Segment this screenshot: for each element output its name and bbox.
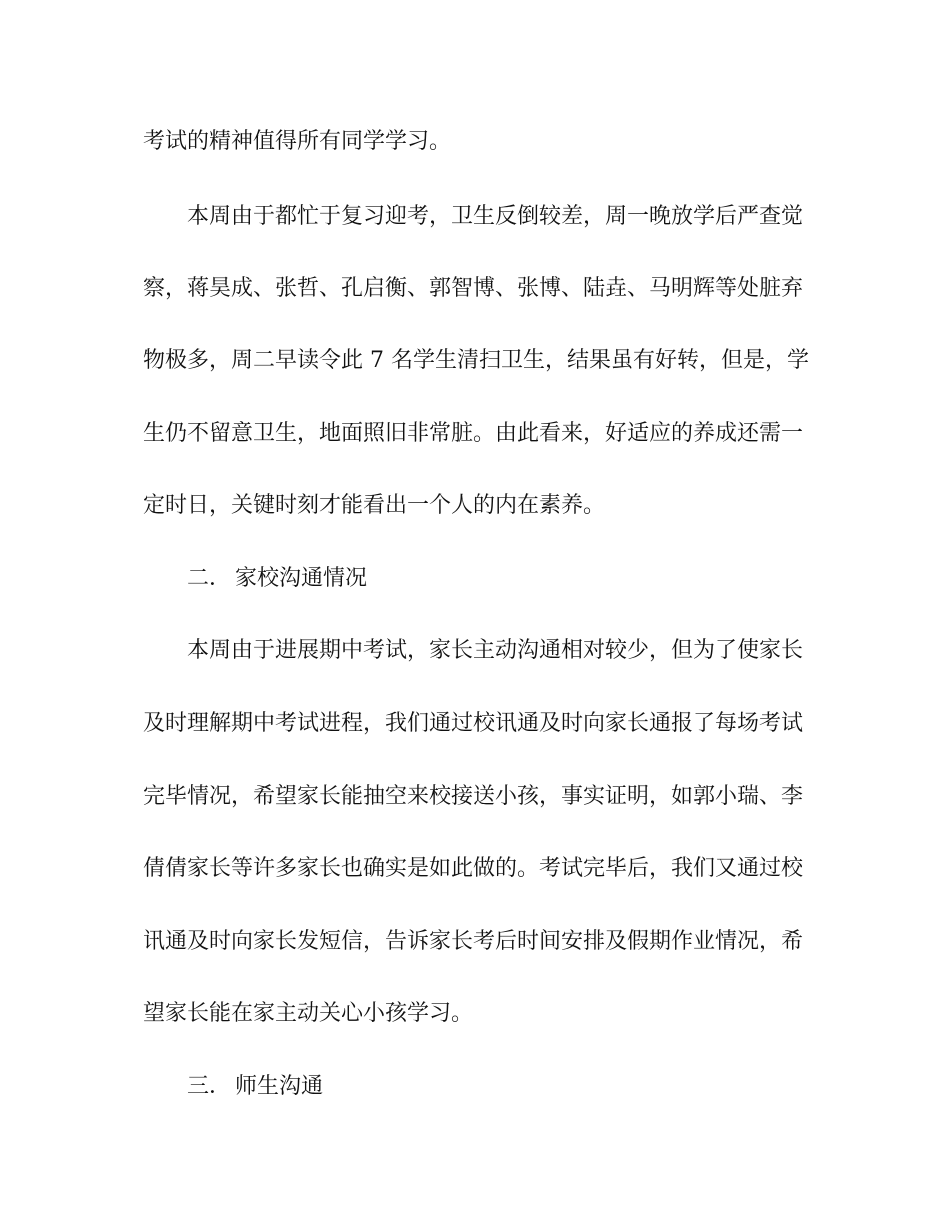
section-number: 二．	[187, 566, 232, 591]
paragraph-line: 讯通及时向家长发短信，告诉家长考后时间安排及假期作业情况，希	[143, 929, 804, 954]
paragraph-line: 及时理解期中考试进程，我们通过校讯通及时向家长通报了每场考试	[143, 711, 804, 736]
section-title: 家校沟通情况	[235, 566, 368, 591]
paragraph-line: 定时日，关键时刻才能看出一个人的内在素养。	[143, 493, 606, 518]
section-title: 师生沟通	[235, 1074, 324, 1099]
paragraph-line: 生仍不留意卫生，地面照旧非常脏。由此看来，好适应的养成还需一	[143, 421, 804, 446]
paragraph-line: 望家长能在家主动关心小孩学习。	[143, 1001, 474, 1026]
paragraph-line: 物极多，周二早读令此 7 名学生清扫卫生，结果虽有好转，但是，学	[143, 348, 809, 373]
paragraph-line: 倩倩家长等许多家长也确实是如此做的。考试完毕后，我们又通过校	[143, 856, 804, 881]
section-number: 三．	[187, 1074, 232, 1099]
paragraph-line: 考试的精神值得所有同学学习。	[143, 129, 452, 154]
paragraph-line: 察，蒋昊成、张哲、孔启衡、郭智博、张博、陆垚、马明辉等处脏弃	[143, 276, 804, 301]
paragraph-line: 完毕情况，希望家长能抽空来校接送小孩，事实证明，如郭小瑞、李	[143, 784, 804, 809]
section-heading	[187, 1073, 847, 1101]
section-heading	[187, 565, 847, 593]
paragraph-line: 本周由于都忙于复习迎考，卫生反倒较差，周一晚放学后严查觉	[187, 204, 804, 229]
paragraph-line: 本周由于进展期中考试，家长主动沟通相对较少，但为了使家长	[187, 638, 804, 663]
